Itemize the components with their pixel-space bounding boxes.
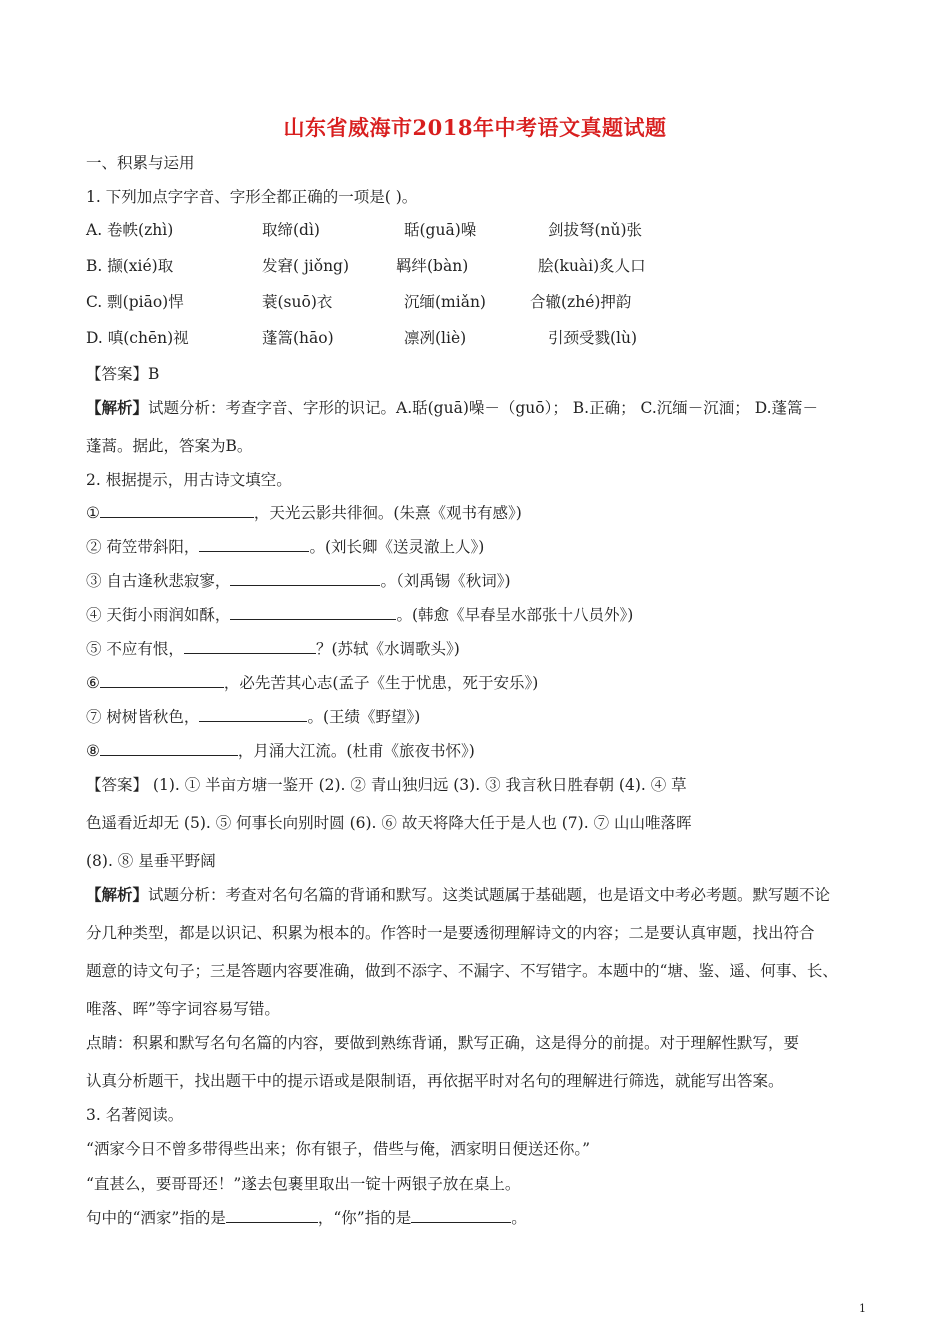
- q2-fill-line-8: ⑧ ，月涌大江流。(杜甫《旅夜书怀》): [86, 742, 475, 760]
- q3-quote-1: “洒家今日不曾多带得些出来；你有银子，借些与俺，洒家明日便送还你。”: [86, 1140, 591, 1158]
- page-number: 1: [859, 1302, 866, 1315]
- q1-answer: 【答案】B: [86, 365, 160, 383]
- q2-fill-line-1: ① ，天光云影共徘徊。(朱熹《观书有感》): [86, 504, 522, 522]
- answer-blank[interactable]: [411, 1208, 511, 1223]
- analysis-label: 【解析】: [86, 885, 149, 904]
- answer-blank[interactable]: [184, 639, 316, 654]
- answer-blank[interactable]: [230, 605, 396, 620]
- answer-blank[interactable]: [226, 1208, 318, 1223]
- answer-blank[interactable]: [199, 707, 307, 722]
- q1-option-d-4: 引颈受戮(lù): [548, 329, 638, 347]
- q1-option-a-3: 聒(guā)噪: [404, 221, 477, 239]
- q1-option-c-1: C. 剽(piāo)悍: [86, 293, 184, 311]
- q2-analysis-line-2: 分几种类型，都是以识记、积累为根本的。作答时一是要透彻理解诗文的内容；二是要认真审题，找出符合: [86, 924, 815, 942]
- q1-option-d-1: D. 嗔(chēn)视: [86, 329, 189, 347]
- q2-analysis-line-4: 唯落、晖”等字词容易写错。: [86, 1000, 280, 1018]
- q1-option-a-1: A. 卷帙(zhì): [86, 221, 174, 239]
- q2-fill-line-3: ③ 自古逢秋悲寂寥， 。（刘禹锡《秋词》): [86, 572, 511, 590]
- q2-fill-line-5: ⑤ 不应有恨， ？(苏轼《水调歌头》): [86, 640, 460, 658]
- answer-blank[interactable]: [100, 673, 224, 688]
- section-heading: 一、积累与运用: [86, 154, 195, 172]
- q1-option-c-4: 合辙(zhé)押韵: [530, 293, 632, 311]
- q1-option-d-2: 蓬篙(hāo): [262, 329, 334, 347]
- answer-blank[interactable]: [230, 571, 380, 586]
- q3-question: 句中的“洒家”指的是 ，“你”指的是 。: [86, 1209, 527, 1227]
- q1-analysis-line-1: 【解析】试题分析：考查字音、字形的识记。A.聒(guā)噪－（guō）； B.正确； C.沉缅－沉湎； D.蓬篙－: [86, 398, 818, 417]
- q2-stem: 2. 根据提示，用古诗文填空。: [86, 471, 292, 489]
- q2-answer-line-1: 【答案】 (1). ① 半亩方塘一鉴开 (2). ② 青山独归远 (3). ③ 我言秋日胜春朝 (4). ④ 草: [86, 776, 687, 794]
- q2-analysis-line-3: 题意的诗文句子；三是答题内容要准确，做到不添字、不漏字、不写错字。本题中的“塘、鉴、遥、何事、长、: [86, 962, 838, 980]
- answer-blank[interactable]: [100, 741, 238, 756]
- q3-quote-2: “直甚么，要哥哥还！”遂去包裹里取出一锭十两银子放在桌上。: [86, 1175, 521, 1193]
- q1-option-a-4: 剑拔弩(nǔ)张: [548, 221, 643, 239]
- q1-option-b-3: 羁绊(bàn): [396, 257, 469, 275]
- q2-answer-line-2: 色遥看近却无 (5). ⑤ 何事长向别时圆 (6). ⑥ 故天将降大任于是人也 (7). ⑦ 山山唯落晖: [86, 814, 692, 832]
- q1-option-b-1: B. 撷(xié)取: [86, 257, 174, 275]
- q2-fill-line-4: ④ 天街小雨润如酥， 。(韩愈《早春呈水部张十八员外》): [86, 606, 634, 624]
- q3-stem: 3. 名著阅读。: [86, 1106, 184, 1124]
- q1-option-b-2: 发窘( jiǒng): [262, 257, 350, 275]
- q1-analysis-line-2: 蓬蒿。据此，答案为B。: [86, 437, 253, 455]
- q2-tip-line-2: 认真分析题干，找出题干中的提示语或是限制语，再依据平时对名句的理解进行筛选，就能写出答案。: [86, 1072, 784, 1090]
- q1-option-b-4: 脍(kuài)炙人口: [538, 257, 646, 275]
- q2-fill-line-2: ② 荷笠带斜阳， 。(刘长卿《送灵澈上人》): [86, 538, 485, 556]
- q2-analysis-line-1: 【解析】试题分析：考查对名句名篇的背诵和默写。这类试题属于基础题，也是语文中考必考题。默写题不论: [86, 885, 831, 904]
- q2-tip-line-1: 点睛：积累和默写名句名篇的内容，要做到熟练背诵，默写正确，这是得分的前提。对于理解性默写，要: [86, 1034, 800, 1052]
- q1-option-d-3: 凛冽(liè): [404, 329, 467, 347]
- q2-fill-line-6: ⑥ ，必先苦其心志(孟子《生于忧患，死于安乐》): [86, 674, 539, 692]
- q1-option-c-2: 蓑(suō)衣: [262, 293, 333, 311]
- answer-blank[interactable]: [100, 503, 254, 518]
- analysis-label: 【解析】: [86, 398, 149, 417]
- q1-option-a-2: 取缔(dì): [262, 221, 320, 239]
- q1-stem: 1. 下列加点字字音、字形全都正确的一项是( )。: [86, 188, 418, 206]
- q2-answer-line-3: (8). ⑧ 星垂平野阔: [86, 852, 216, 870]
- q2-fill-line-7: ⑦ 树树皆秋色， 。(王绩《野望》): [86, 708, 421, 726]
- page-title: 山东省威海市2018年中考语文真题试题: [283, 115, 667, 140]
- answer-blank[interactable]: [199, 537, 309, 552]
- q1-option-c-3: 沉缅(miǎn): [404, 293, 486, 311]
